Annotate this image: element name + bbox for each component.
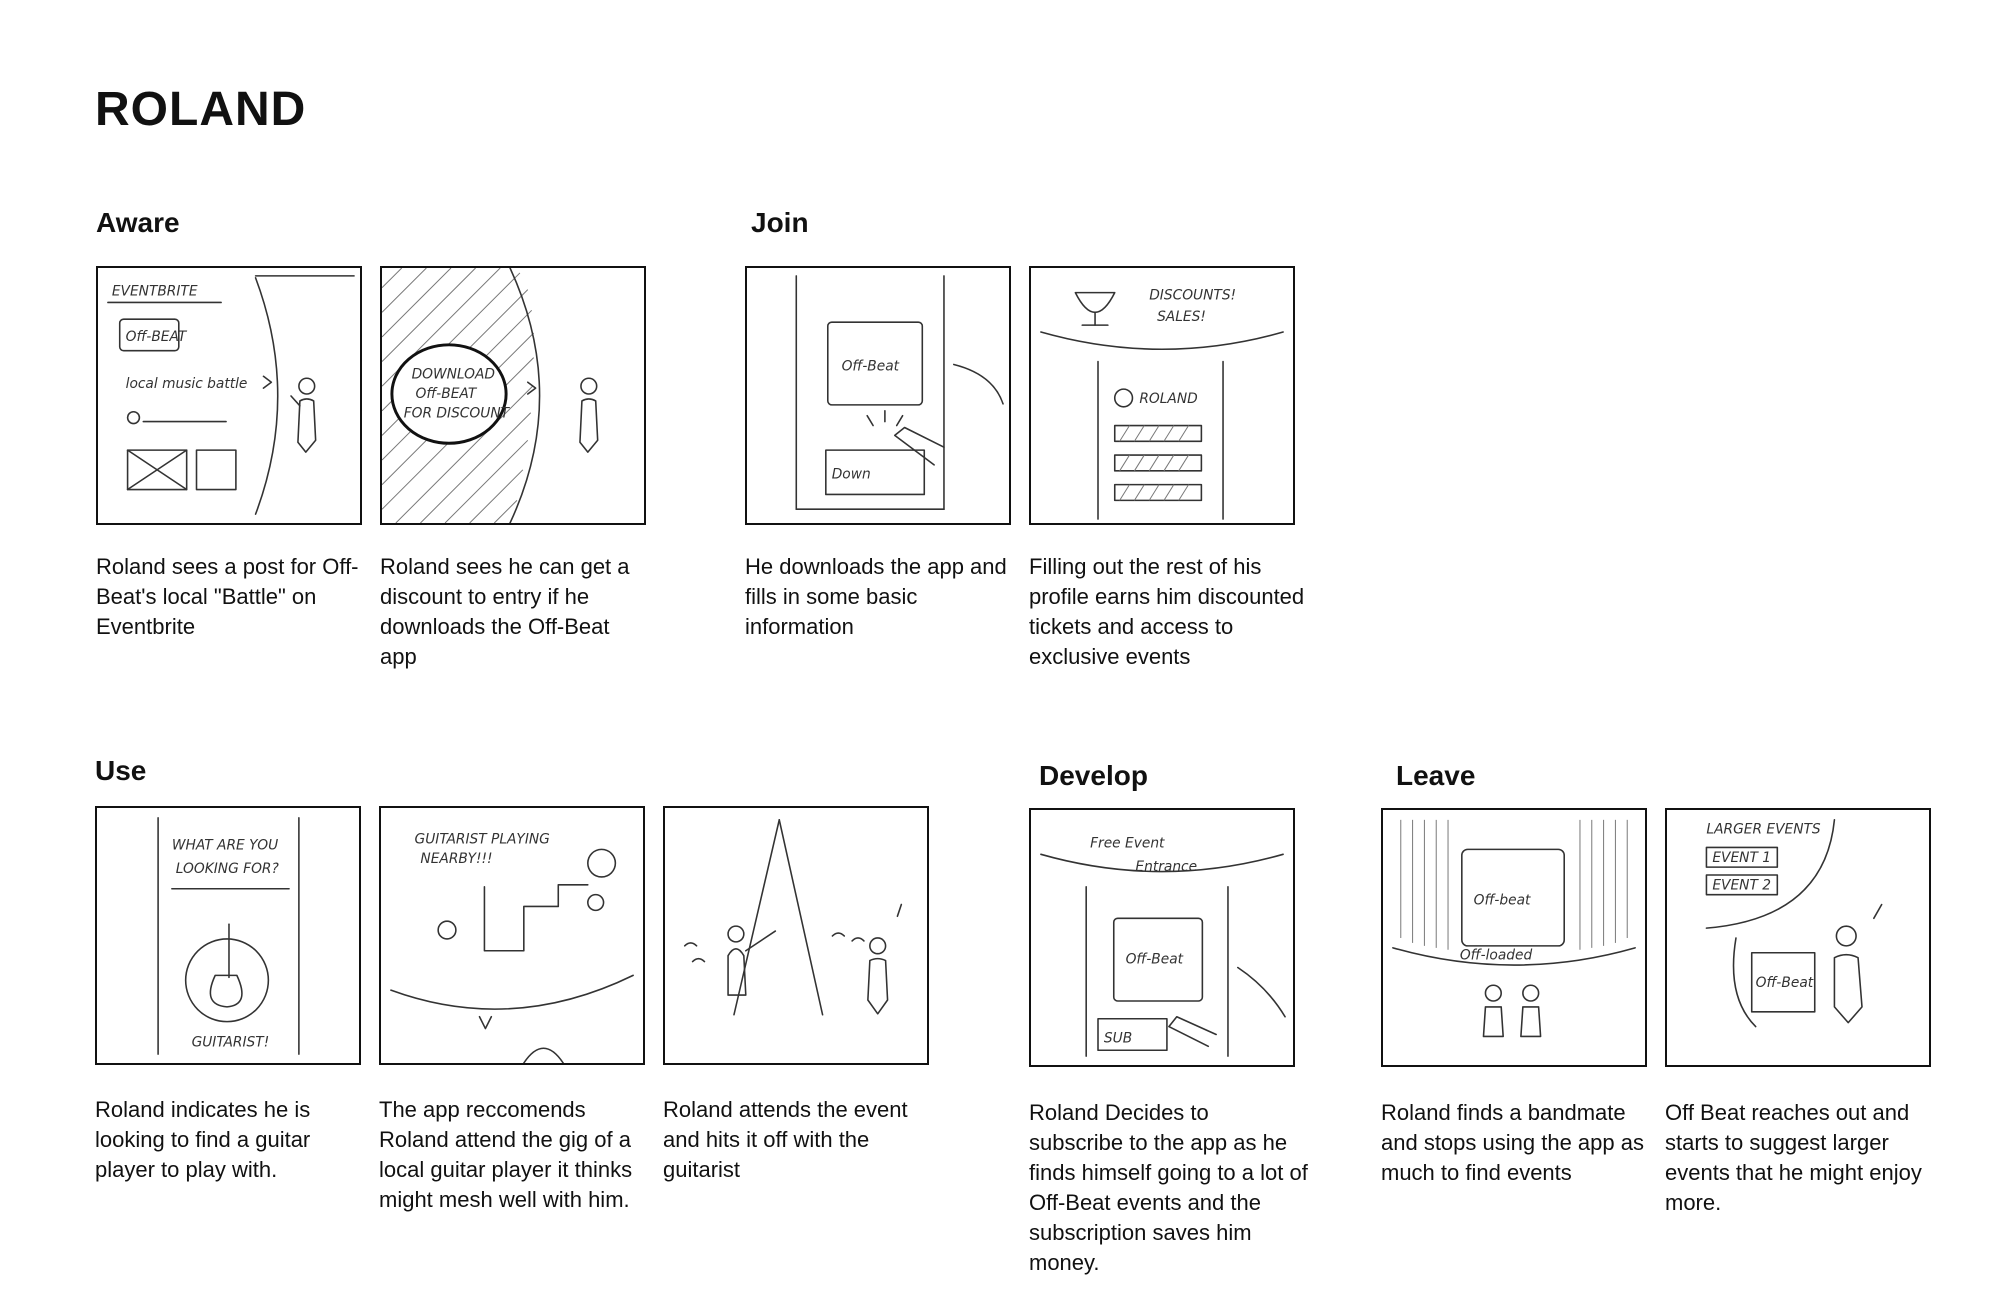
section-join-heading: Join (751, 207, 809, 238)
svg-text:Down: Down (831, 466, 871, 483)
storyboard-panel-event (663, 806, 929, 1065)
sketch-eventbrite-post (98, 268, 360, 523)
caption-larger-events: Off Beat reaches out and starts to suggest larger events that he might enjoy more. (1665, 1100, 1922, 1215)
svg-text:FOR DISCOUNT: FOR DISCOUNT (403, 405, 510, 422)
caption-bandmate: Roland finds a bandmate and stops using the app as much to find events (1381, 1100, 1644, 1185)
sketch-download-discount (382, 268, 644, 523)
sketch-attends-event (665, 808, 927, 1063)
sketch-profile-discounts (1031, 268, 1293, 523)
sketch-looking-for-guitarist (97, 808, 359, 1063)
page-title: ROLAND (95, 83, 307, 136)
section-develop-heading: Develop (1039, 760, 1148, 791)
sketch-download-app (747, 268, 1009, 523)
svg-text:DISCOUNTS!: DISCOUNTS! (1149, 287, 1237, 304)
storyboard-panel-profile (1029, 266, 1295, 525)
svg-text:GUITARIST!: GUITARIST! (191, 1034, 270, 1051)
svg-text:ROLAND: ROLAND (1139, 390, 1198, 407)
caption-discount: Roland sees he can get a discount to entry if he downloads the Off-Beat app (380, 554, 630, 669)
sketch-guitarist-nearby-map (381, 808, 643, 1063)
svg-text:local music battle: local music battle (125, 376, 248, 393)
svg-text:Off-Beat: Off-Beat (841, 358, 900, 375)
storyboard-panel-discount (380, 266, 646, 525)
svg-text:DOWNLOAD: DOWNLOAD (411, 366, 496, 383)
svg-text:LARGER EVENTS: LARGER EVENTS (1706, 821, 1821, 838)
storyboard-panel-map (379, 806, 645, 1065)
caption-profile: Filling out the rest of his profile earns him discounted tickets and access to exclusive events (1029, 554, 1305, 669)
svg-text:WHAT ARE YOU: WHAT ARE YOU (171, 837, 279, 854)
svg-text:LOOKING FOR?: LOOKING FOR? (175, 860, 279, 877)
sketch-subscribe (1031, 810, 1293, 1065)
caption-looking: Roland indicates he is looking to find a guitar player to play with. (95, 1097, 311, 1182)
svg-text:Entrance: Entrance (1135, 859, 1198, 876)
storyboard-panel-eventbrite (96, 266, 362, 525)
svg-text:NEARBY!!!: NEARBY!!! (420, 851, 493, 868)
svg-text:Off-BEAT: Off-BEAT (415, 385, 477, 402)
storyboard-panel-looking (95, 806, 361, 1065)
svg-text:SALES!: SALES! (1157, 309, 1206, 326)
storyboard-panel-bandmate (1381, 808, 1647, 1067)
section-use-heading: Use (95, 755, 147, 786)
svg-text:GUITARIST PLAYING: GUITARIST PLAYING (414, 831, 550, 848)
svg-text:EVENTBRITE: EVENTBRITE (111, 283, 198, 300)
svg-text:EVENT 1: EVENT 1 (1712, 850, 1771, 867)
svg-text:Off-BEAT: Off-BEAT (125, 328, 187, 345)
svg-text:Off-Beat: Off-Beat (1125, 951, 1184, 968)
svg-text:Free Event: Free Event (1090, 835, 1165, 852)
storyboard-panel-larger-events (1665, 808, 1931, 1067)
caption-eventbrite: Roland sees a post for Off-Beat's local "Battle" on Eventbrite (96, 554, 359, 639)
caption-download: He downloads the app and fills in some basic information (745, 554, 1007, 639)
sketch-larger-events (1667, 810, 1929, 1065)
svg-text:Off-Beat: Off-Beat (1755, 975, 1814, 992)
caption-subscribe: Roland Decides to subscribe to the app as he finds himself going to a lot of Off-Beat events and the subscription saves him money. (1029, 1100, 1308, 1275)
svg-text:Off-loaded: Off-loaded (1459, 947, 1533, 964)
section-aware-heading: Aware (96, 207, 180, 238)
sketch-bandmate (1383, 810, 1645, 1065)
storyboard-panel-download (745, 266, 1011, 525)
section-leave-heading: Leave (1396, 760, 1476, 791)
svg-text:SUB: SUB (1103, 1030, 1133, 1047)
svg-text:Off-beat: Off-beat (1473, 892, 1531, 909)
svg-text:EVENT 2: EVENT 2 (1712, 877, 1771, 894)
caption-map: The app reccomends Roland attend the gig of a local guitar player it thinks might mesh well with him. (379, 1097, 633, 1212)
caption-event: Roland attends the event and hits it off with the guitarist (663, 1097, 908, 1182)
storyboard-panel-subscribe (1029, 808, 1295, 1067)
